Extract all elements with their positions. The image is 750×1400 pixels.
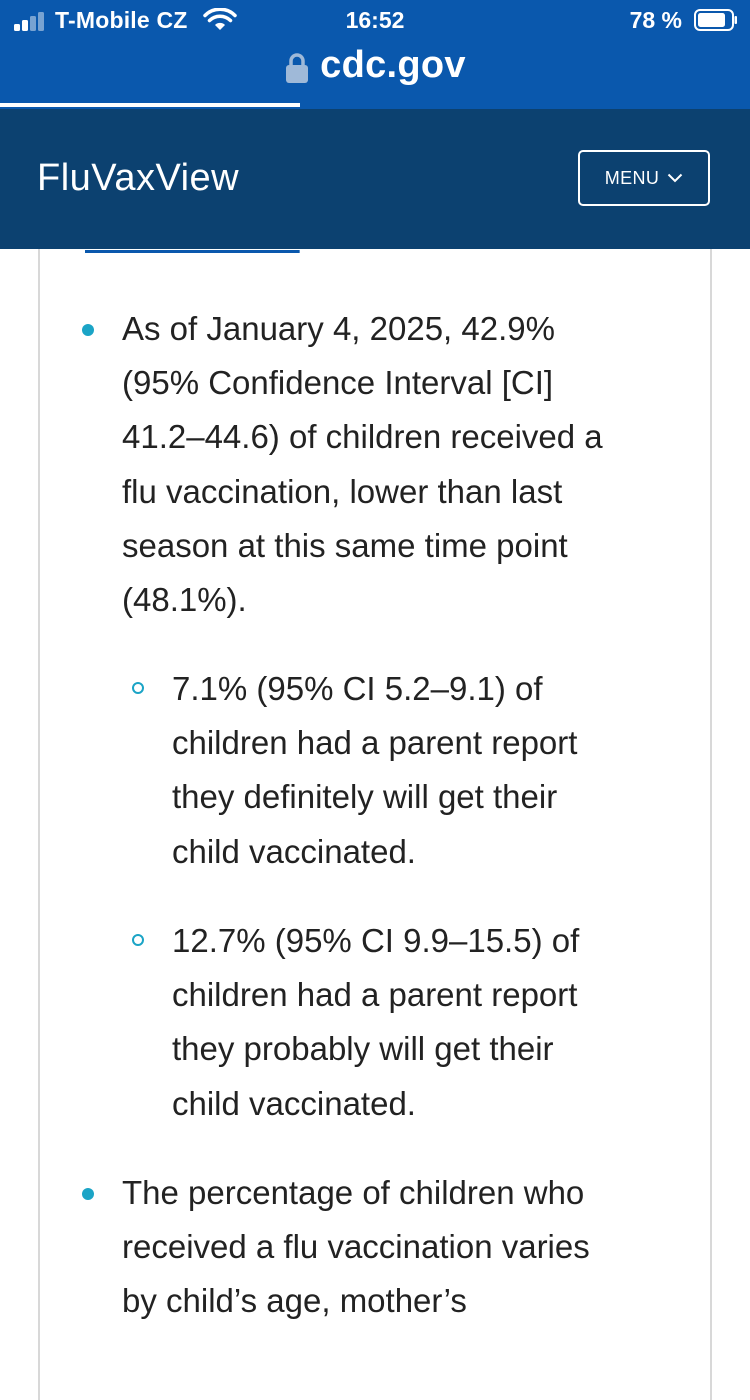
sub-list-item xyxy=(172,914,579,1131)
battery-percentage: 78 % xyxy=(629,7,682,33)
site-title[interactable]: FluVaxView xyxy=(37,157,240,199)
bullet-text-line: received a flu vaccination varies xyxy=(122,1228,590,1266)
chevron-down-icon xyxy=(667,173,683,183)
bullet-text-line: As of January 4, 2025, 42.9% xyxy=(122,310,555,347)
list-item xyxy=(122,1166,590,1329)
lock-icon xyxy=(284,52,310,84)
site-header xyxy=(0,109,750,249)
bullet-dot xyxy=(82,324,94,336)
bullet-ring xyxy=(132,934,144,946)
bullet-text-line: children had a parent report xyxy=(172,976,578,1014)
url-text[interactable]: cdc.gov xyxy=(320,44,466,86)
bullet-text-line: child vaccinated. xyxy=(172,832,416,870)
sub-list-item xyxy=(172,662,577,879)
bullet-text-line: 12.7% (95% CI 9.9–15.5) of xyxy=(172,922,580,959)
list-item xyxy=(122,302,603,627)
bullet-text-line: they definitely will get their xyxy=(172,778,558,816)
carrier-name: T-Mobile CZ xyxy=(55,7,188,33)
menu-button[interactable] xyxy=(578,150,710,206)
bullet-text-line: flu vaccination, lower than last xyxy=(122,472,563,510)
bullet-text-line: children had a parent report xyxy=(172,724,578,762)
bullet-text-line: they probably will get their xyxy=(172,1030,554,1068)
bullet-dot xyxy=(82,1188,94,1200)
bullet-text-line: The percentage of children who xyxy=(122,1174,585,1211)
bullet-ring xyxy=(132,682,144,694)
bullet-text-line: child vaccinated. xyxy=(172,1084,416,1122)
bullet-text-line: season at this same time point xyxy=(122,526,568,564)
battery-icon xyxy=(694,9,738,31)
bullet-text-line: (95% Confidence Interval [CI] xyxy=(122,364,554,402)
page-load-progress-fill xyxy=(0,103,300,107)
bullet-text-line: by child’s age, mother’s xyxy=(122,1282,467,1320)
page-load-progress xyxy=(0,103,750,107)
address-bar[interactable] xyxy=(0,44,750,90)
menu-button-label: MENU xyxy=(604,167,660,188)
bullet-text-line: (48.1%). xyxy=(122,581,247,619)
bullet-text-line: 41.2–44.6) of children received a xyxy=(122,418,603,456)
bullet-text-line: 7.1% (95% CI 5.2–9.1) of xyxy=(172,670,543,707)
clock: 16:52 xyxy=(345,7,405,33)
browser-top-bar xyxy=(0,0,750,109)
status-bar xyxy=(0,0,750,40)
